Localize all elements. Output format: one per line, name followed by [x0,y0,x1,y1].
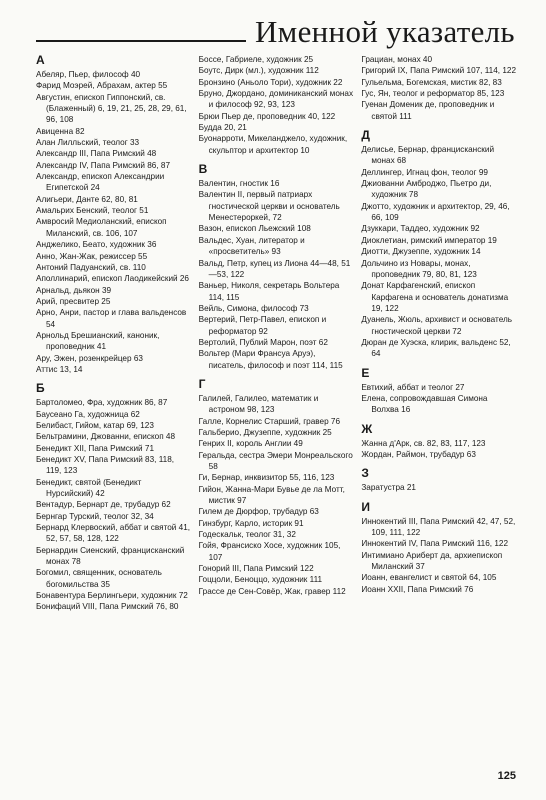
index-entry: Жанна д'Арк, св. 82, 83, 117, 123 [361,438,486,448]
index-entry: Джотто, художник и архитектор, 29, 46, 66, 109 [361,201,510,223]
index-entry: Бенедикт XV, Папа Римский 83, 118, 119, 123 [36,455,175,476]
index-entry: Донат Карфагенский, епископ Карфагена и основатель донатизма 19, 122 [361,281,509,313]
index-entry: Авиценна 82 [36,126,85,136]
index-entry: Боссе, Габриеле, художник 25 [198,55,314,64]
index-column-2 [199,54,354,754]
index-entry: Вальд, Петр, купец из Лиона 44—48, 51—53, 122 [198,258,351,279]
index-entry: Галилей, Галилео, математик и астроном 98, 123 [198,393,319,415]
index-entry: Гальберио, Джузеппе, художник 25 [198,427,332,437]
index-entry: Абеляр, Пьер, философ 40 [36,70,141,79]
section-letter: Д [361,128,370,143]
index-entry: Анджелико, Беато, художник 36 [36,240,157,250]
index-entry: Антоний Падуанский, св. 110 [36,262,146,272]
index-entry: Арно, Анри, пастор и глава вальденсов 54 [36,308,187,329]
index-entry: Алигьери, Данте 62, 80, 81 [36,194,138,204]
index-entry: Арий, пресвитер 25 [36,296,111,306]
index-entry: Валентин, гностик 16 [198,179,280,189]
index-entry: Интимиано Ариберт да, архиепископ Миланский 37 [361,550,503,572]
index-entry: Вейль, Симона, философ 73 [198,303,309,313]
index-entry: Буонарроти, Микеланджело, художник, скульптор и архитектор 10 [198,134,348,155]
index-entry: Бенедикт XII, Папа Римский 71 [36,443,154,453]
index-section [199,54,354,156]
index-entry: Арнальд, дьякон 39 [36,285,112,295]
index-entry: Бронзино (Аньоло Тори), художник 22 [198,77,343,87]
index-section [361,129,516,360]
index-entry: Гойя, Франсиско Хосе, художник 105, 107 [198,541,341,562]
index-entry: Ваньер, Николя, секретарь Вольтера 114, 115 [198,281,340,302]
index-entry: Бартоломео, Фра, художник 86, 87 [36,398,168,408]
index-entry: Вентадур, Бернарт де, трубадур 62 [36,500,171,510]
index-entry: Иоанн XXII, Папа Римский 76 [361,584,474,594]
index-entry: Гус, Ян, теолог и реформатор 85, 123 [361,89,505,99]
index-entry: Вертерий, Петр-Павел, епископ и реформатор 92 [198,315,327,336]
index-entry: Богомил, священник, основатель богомильства 35 [36,568,162,589]
index-entry: Гийон, Жанна-Мари Бувье де ла Мотт, мистик 97 [198,484,345,506]
index-section [199,378,354,597]
index-entry: Бонавентура Берлингьери, художник 72 [36,591,188,601]
section-letter: Ж [361,421,373,436]
index-entry: Жордан, Раймон, трубадур 63 [361,449,476,459]
index-column-3 [361,54,516,754]
index-entry: Бенедикт, святой (Бенедикт Нурсийский) 42 [36,477,142,499]
index-entry: Дзуккари, Таддео, художник 92 [361,224,480,234]
index-entry: Анно, Жан-Жак, режиссер 55 [36,251,148,261]
index-entry: Делисье, Бернар, францисканский монах 68 [361,145,495,166]
index-entry: Вольтер (Мари Франсуа Аруэ), писатель, философ и поэт 114, 115 [198,349,343,370]
index-entry: Грациан, монах 40 [361,55,433,64]
page-number: 125 [497,770,516,782]
section-letter: А [36,54,45,67]
section-letter: Б [36,381,45,396]
section-letter: И [361,499,370,514]
index-entry: Дуанель, Жюль, архивист и основатель гностической церкви 72 [361,315,513,336]
index-entry: Фарид Моэрей, Абрахам, актер 55 [36,81,168,91]
index-section [361,367,516,416]
index-entry: Григорий IX, Папа Римский 107, 114, 122 [361,66,516,76]
index-entry: Бонифаций VIII, Папа Римский 76, 80 [36,602,179,612]
index-entry: Дольчино из Новары, монах, проповедник 79, 80, 81, 123 [361,258,477,279]
index-entry: Елена, сопровождавшая Симона Волхва 16 [361,393,488,415]
index-entry: Алан Лилльский, теолог 33 [36,138,140,148]
index-entry: Диоклетиан, римский император 19 [361,235,497,245]
index-entry: Иннокентий IV, Папа Римский 116, 122 [361,539,509,549]
page-title: Именной указатель [255,14,515,49]
index-entry: Будда 20, 21 [198,123,247,133]
index-entry: Амальрих Бенский, теолог 51 [36,206,149,216]
index-entry: Бернард Клервоский, аббат и святой 41, 52, 57, 58, 128, 122 [36,523,191,544]
index-entry: Белибаст, Гийом, катар 69, 123 [36,420,154,430]
index-entry: Бельтрамини, Джованни, епископ 48 [36,432,176,442]
index-entry: Годескальк, теолог 31, 32 [198,530,296,540]
index-entry: Евтихий, аббат и теолог 27 [361,382,465,392]
index-entry: Гилем де Дюрфор, трубадур 63 [198,507,319,517]
index-entry: Иоанн, евангелист и святой 64, 105 [361,573,497,583]
index-entry: Генрих II, король Англии 49 [198,439,303,449]
section-letter: Г [198,376,206,391]
section-letter: З [361,466,369,481]
index-entry: Александр, епископ Александрии Египетской 24 [36,172,165,193]
index-entry: Иннокентий III, Папа Римский 42, 47, 52, 109, 111, 122 [361,516,516,537]
index-entry: Бернардин Сиенский, францисканский монах 78 [36,545,185,567]
index-entry: Грассе де Сен-Совёр, Жак, гравер 112 [198,586,346,596]
index-section [361,423,516,461]
index-entry: Вазон, епископ Льежский 108 [198,224,311,234]
index-entry: Гульельма, Богемская, мистик 82, 83 [361,77,502,87]
index-entry: Арнольд Брешианский, каноник, проповедник 41 [36,330,160,352]
index-section [36,54,191,375]
index-entry: Вальдес, Хуан, литератор и «просветитель» 93 [198,235,305,257]
index-entry: Диотти, Джузеппе, художник 14 [361,247,481,257]
index-entry: Вертолий, Публий Марон, поэт 62 [198,337,328,347]
index-entry: Гоццоли, Беноццо, художник 111 [198,575,323,585]
index-column-1 [36,54,191,754]
header-rule [36,40,246,42]
index-entry: Гинзбург, Карло, историк 91 [198,518,304,528]
index-entry: Бернгар Турский, теолог 32, 34 [36,511,154,521]
index-entry: Александр IV, Папа Римский 86, 87 [36,160,170,170]
index-entry: Александр III, Папа Римский 48 [36,149,157,159]
index-entry: Брюи Пьер де, проповедник 40, 122 [198,111,336,121]
index-entry: Баусеано Га, художница 62 [36,409,140,419]
index-entry: Дюран де Хуэска, клирик, вальденс 52, 64 [361,337,511,359]
index-entry: Аттис 13, 14 [36,364,83,374]
index-entry: Геральда, сестра Эмери Монреальского 58 [198,450,353,471]
index-section [36,382,191,613]
index-columns [36,54,516,754]
index-entry: Ару, Эжен, розенкрейцер 63 [36,353,143,363]
section-letter: В [198,162,208,177]
index-section [361,501,516,595]
index-entry: Ги, Бернар, инквизитор 55, 116, 123 [198,473,335,483]
index-entry: Амвросий Медиоланский, епископ Миланский, св. 106, 107 [36,217,167,238]
index-entry: Деллингер, Игнац фон, теолог 99 [361,167,488,177]
index-entry: Валентин II, первый патриарх гностической церкви и основатель Менестероркей, 72 [198,190,340,223]
index-entry: Аполлинарий, епископ Лаодикейский 26 [36,274,189,284]
index-section [199,163,354,371]
index-entry: Боутс, Дирк (мл.), художник 112 [198,66,319,76]
index-entry: Бруно, Джордано, доминиканский монах и философ 92, 93, 123 [198,89,354,110]
index-entry: Гонорий III, Папа Римский 122 [198,564,314,574]
index-entry: Заратустра 21 [361,483,416,493]
index-entry: Гуенан Доменик де, проповедник и святой 111 [361,100,495,121]
index-entry: Галле, Корнелис Старший, гравер 76 [198,416,341,426]
index-entry: Августин, епископ Гиппонский, св. (Блаженный) 6, 19, 21, 25, 28, 29, 61, 96, 108 [36,92,187,125]
index-entry: Джиованни Амброджо, Пьетро ди, художник 78 [361,179,492,200]
index-section [361,54,516,122]
section-letter: Е [361,365,370,380]
index-section [361,467,516,493]
